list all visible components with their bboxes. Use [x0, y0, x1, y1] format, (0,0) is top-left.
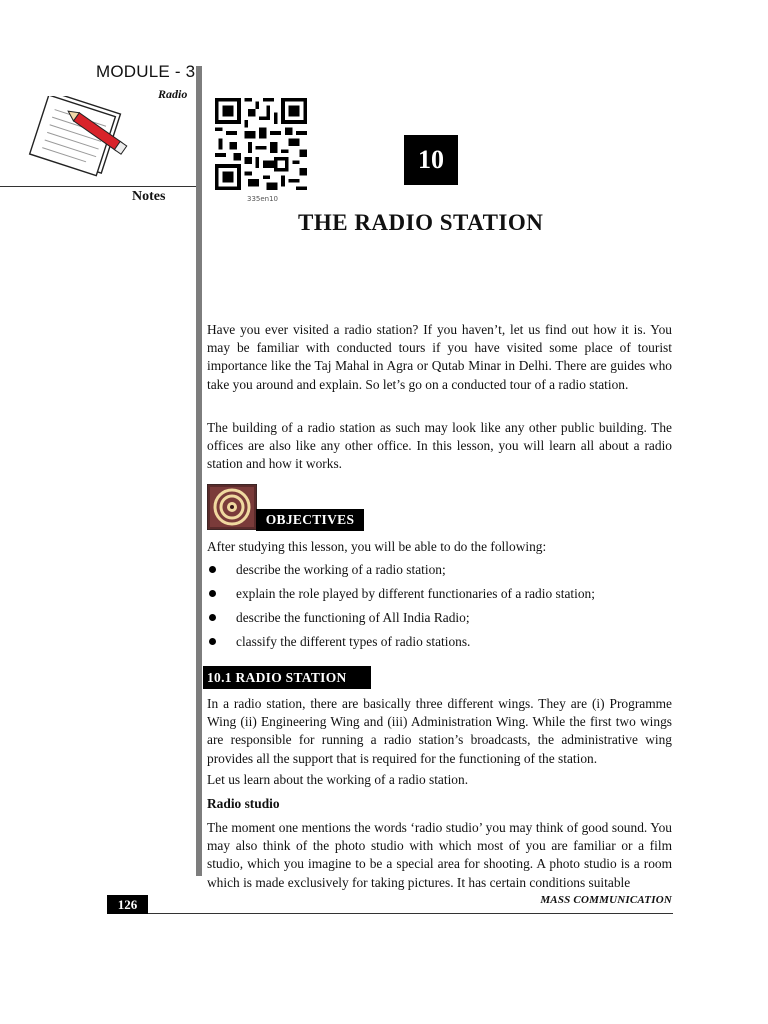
page-number: 126: [107, 895, 148, 914]
section-paragraph-2: Let us learn about the working of a radio station.: [207, 772, 469, 787]
objectives-list: [207, 561, 677, 657]
lesson-title: THE RADIO STATION: [298, 210, 544, 235]
objectives-intro: After studying this lesson, you will be able to do the following:: [207, 539, 547, 554]
objective-text: classify the different types of radio stations.: [236, 634, 471, 649]
section-paragraph-3: The moment one mentions the words ‘radio studio’ you may think of good sound. You may also think of the photo studio with which most of you are familiar or a film studio, which you imagine to be a special area for shooting. A photo studio is a room which is made exclusively for taking pictures. It has certain conditions suitable: [207, 820, 672, 890]
intro-paragraph-1: Have you ever visited a radio station? If you haven’t, let us find out how it is. You may be familiar with conducted tours if you have visited some place of tourist importance like the Taj Mahal in Agra or Qutab Minar in Delhi. There are guides who take you around and explain. So let’s go on a conducted tour of a radio station.: [207, 322, 672, 392]
notes-divider: [0, 186, 196, 187]
objective-text: describe the functioning of All India Radio;: [236, 610, 470, 625]
qr-code-label: 335en10: [247, 195, 279, 203]
objective-text: describe the working of a radio station;: [236, 562, 446, 577]
bullet-icon: [209, 590, 216, 597]
list-item: [207, 633, 677, 657]
module-title: MODULE - 3: [96, 62, 196, 81]
target-icon: [207, 484, 257, 530]
section-heading: 10.1 RADIO STATION: [203, 666, 371, 689]
list-item: [207, 561, 677, 585]
notes-label: Notes: [132, 189, 166, 204]
notebook-pencil-icon: [22, 96, 137, 181]
intro-paragraph-2: The building of a radio station as such may look like any other public building. The offices are also like any other office. In this lesson, you will learn all about a radio station and how it works.: [207, 420, 672, 472]
objectives-heading: OBJECTIVES: [256, 509, 364, 531]
bullet-icon: [209, 638, 216, 645]
footer-divider: [148, 913, 673, 914]
bullet-icon: [209, 566, 216, 573]
subheading-radio-studio: Radio studio: [207, 796, 280, 811]
section-paragraph-1: In a radio station, there are basically three different wings. They are (i) Programme Wing (ii) Engineering Wing and (iii) Administration Wing. While the first two wings are responsible for running a radio station’s broadcasts, the administrative wing provides all the support that is required for the functioning of the station.: [207, 696, 672, 766]
qr-code-icon: [212, 98, 310, 190]
margin-bar: [196, 66, 202, 876]
list-item: [207, 585, 677, 609]
list-item: [207, 609, 677, 633]
module-subtitle: Radio: [158, 87, 188, 101]
objective-text: explain the role played by different functionaries of a radio station;: [236, 586, 595, 601]
footer-book-title: MASS COMMUNICATION: [540, 894, 672, 906]
chapter-number: 10: [404, 135, 458, 185]
bullet-icon: [209, 614, 216, 621]
